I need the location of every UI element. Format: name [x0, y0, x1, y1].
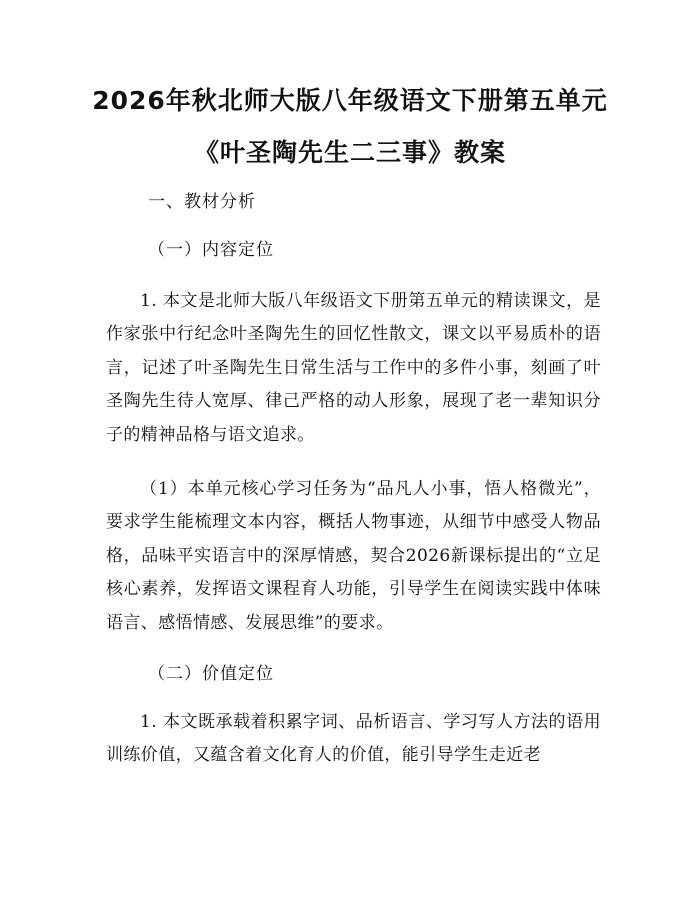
- paragraph-text-value: 1. 本文既承载着积累字词、品析语言、学习写人方法的语用训练价值，又蕴含着文化育人的价值，能引导学生走近老: [106, 712, 601, 766]
- document-title-line-1: 2026年秋北师大版八年级语文下册第五单元: [92, 86, 608, 115]
- paragraph-text-unit-task: （1）本单元核心学习任务为“品凡人小事，悟人格微光”，要求学生能梳理文本内容，概括人物事迹，从细节中感受人物品格，品味平实语言中的深厚情感，契合2026新课标提出的“立足核心素养，发挥语文课程育人功能，引导学生在阅读实践中体味语言、感悟情感、发展思维”的要求。: [106, 479, 601, 633]
- subsection-heading-content-positioning: （一）内容定位: [148, 240, 274, 260]
- document-title-line-2: 《叶圣陶先生二三事》教案: [193, 138, 506, 167]
- section-heading-teaching-material-analysis: 一、教材分析: [148, 192, 256, 212]
- subsection-heading-value-positioning: （二）价值定位: [148, 664, 274, 684]
- paragraph-text-overview: 1. 本文是北师大版八年级语文下册第五单元的精读课文，是作家张中行纪念叶圣陶先生的回忆性散文，课文以平易质朴的语言，记述了叶圣陶先生日常生活与工作中的多件小事，刻画了叶圣陶先生待人宽厚、律己严格的动人形象，展现了老一辈知识分子的精神品格与语文追求。: [106, 291, 601, 445]
